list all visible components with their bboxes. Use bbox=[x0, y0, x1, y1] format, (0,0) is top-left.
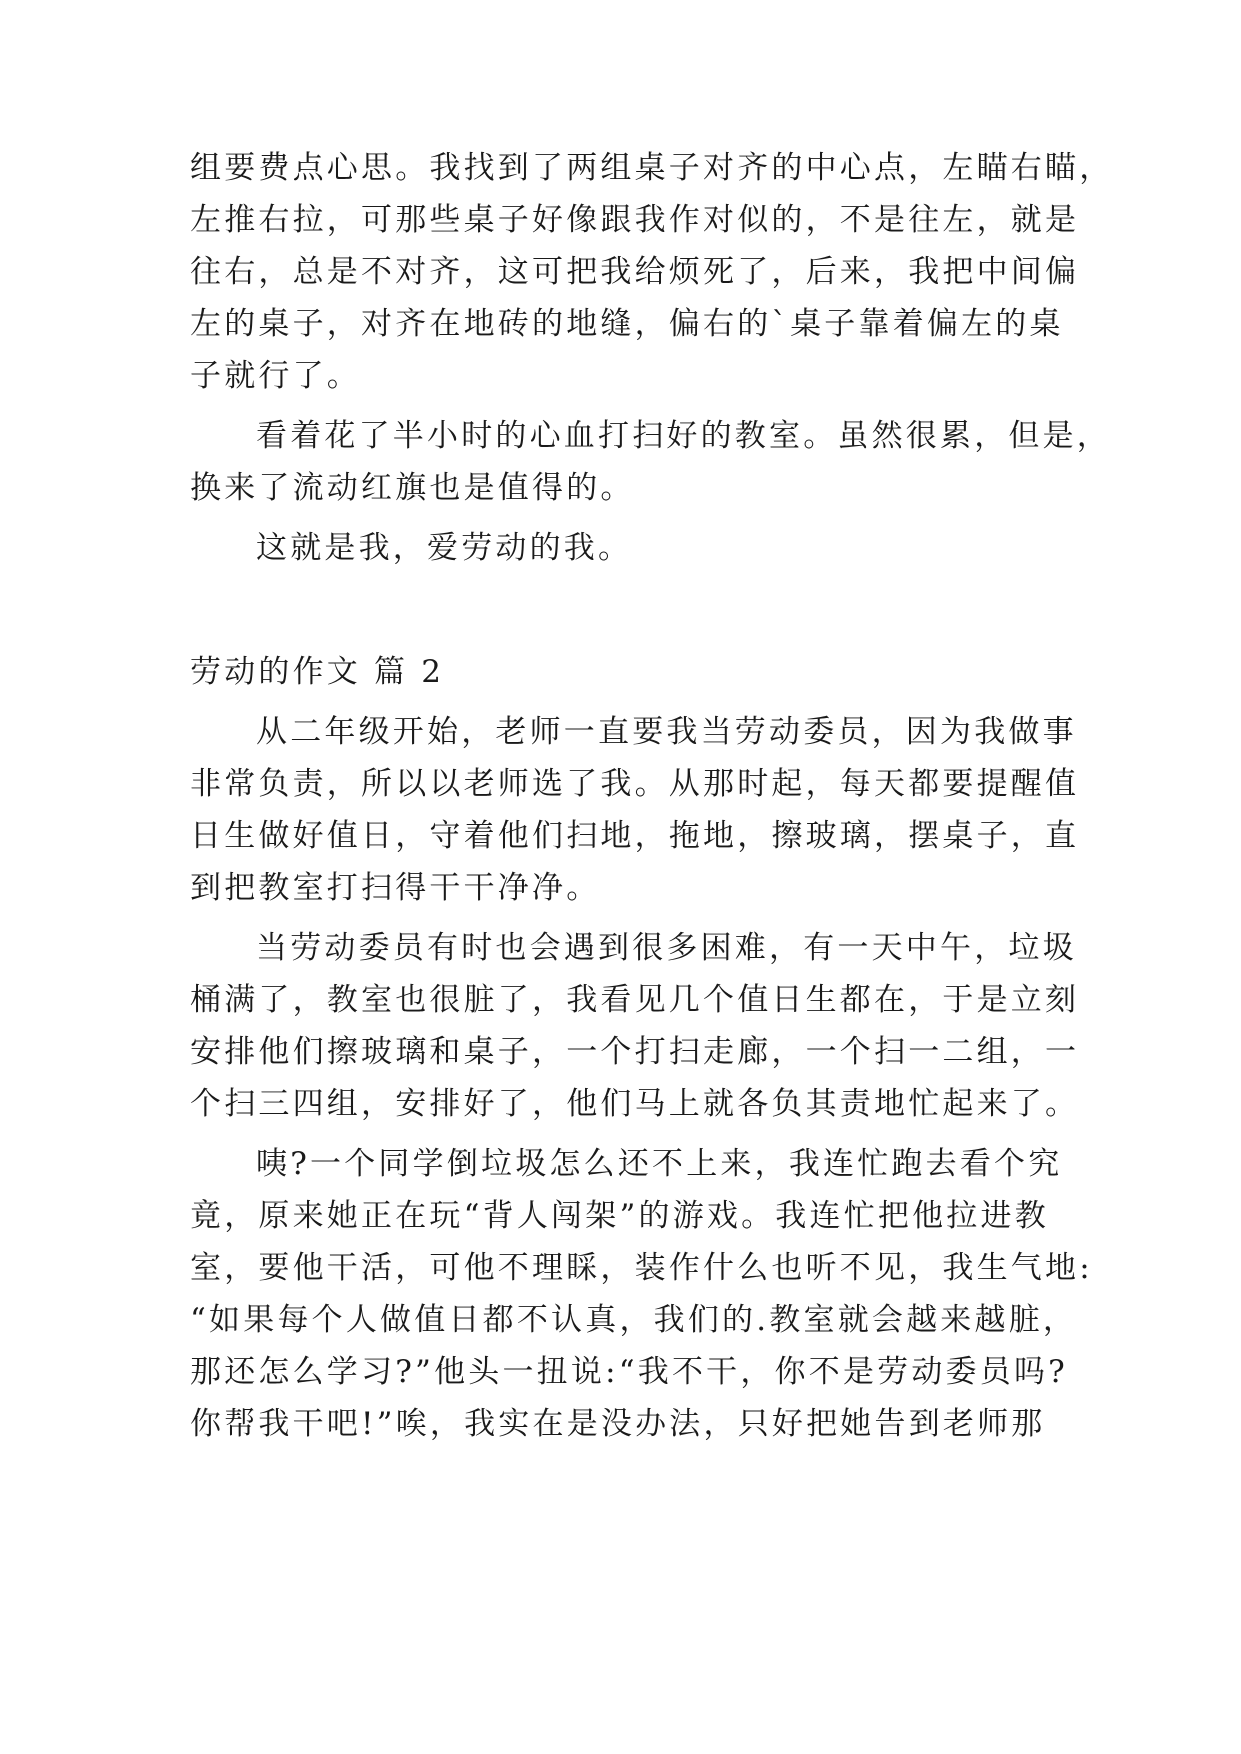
paragraph-line: 日生做好值日，守着他们扫地，拖地，擦玻璃，摆桌子，直 bbox=[190, 818, 1080, 854]
paragraph-line: 竟，原来她正在玩“背人闯架”的游戏。我连忙把他拉进教 bbox=[190, 1198, 1049, 1234]
paragraph-line: 从二年级开始，老师一直要我当劳动委员，因为我做事 bbox=[256, 714, 1077, 750]
paragraph-line: 咦?一个同学倒垃圾怎么还不上来，我连忙跑去看个究 bbox=[256, 1146, 1063, 1182]
paragraph-line: 换来了流动红旗也是值得的。 bbox=[190, 470, 635, 506]
paragraph-line: 子就行了。 bbox=[190, 358, 361, 394]
paragraph-line: 组要费点心思。我找到了两组桌子对齐的中心点，左瞄右瞄， bbox=[190, 150, 1114, 186]
paragraph-line: 往右，总是不对齐，这可把我给烦死了，后来，我把中间偏 bbox=[190, 254, 1080, 290]
paragraph-line: 看着花了半小时的心血打扫好的教室。虽然很累，但是， bbox=[256, 418, 1111, 454]
paragraph-line: 这就是我，爱劳动的我。 bbox=[256, 530, 633, 566]
paragraph-line: 左的桌子，对齐在地砖的地缝，偏右的`桌子靠着偏左的桌 bbox=[190, 306, 1064, 342]
paragraph-line: 当劳动委员有时也会遇到很多困难，有一天中午，垃圾 bbox=[256, 930, 1077, 966]
section-title: 劳动的作文 篇 2 bbox=[190, 654, 445, 690]
paragraph-line: 那还怎么学习?”他头一扭说:“我不干，你不是劳动委员吗? bbox=[190, 1354, 1068, 1390]
paragraph-line: 到把教室打扫得干干净净。 bbox=[190, 870, 601, 906]
paragraph-line: 桶满了，教室也很脏了，我看见几个值日生都在，于是立刻 bbox=[190, 982, 1080, 1018]
paragraph-line: 左推右拉，可那些桌子好像跟我作对似的，不是往左，就是 bbox=[190, 202, 1080, 238]
paragraph-line: 你帮我干吧!”唉，我实在是没办法，只好把她告到老师那 bbox=[190, 1406, 1046, 1442]
paragraph-line: “如果每个人做值日都不认真，我们的.教室就会越来越脏， bbox=[190, 1302, 1078, 1338]
paragraph-line: 安排他们擦玻璃和桌子，一个打扫走廊，一个扫一二组，一 bbox=[190, 1034, 1080, 1070]
paragraph-line: 室，要他干活，可他不理睬，装作什么也听不见，我生气地: bbox=[190, 1250, 1093, 1286]
paragraph-line: 非常负责，所以以老师选了我。从那时起，每天都要提醒值 bbox=[190, 766, 1080, 802]
paragraph-line: 个扫三四组，安排好了，他们马上就各负其责地忙起来了。 bbox=[190, 1086, 1080, 1122]
